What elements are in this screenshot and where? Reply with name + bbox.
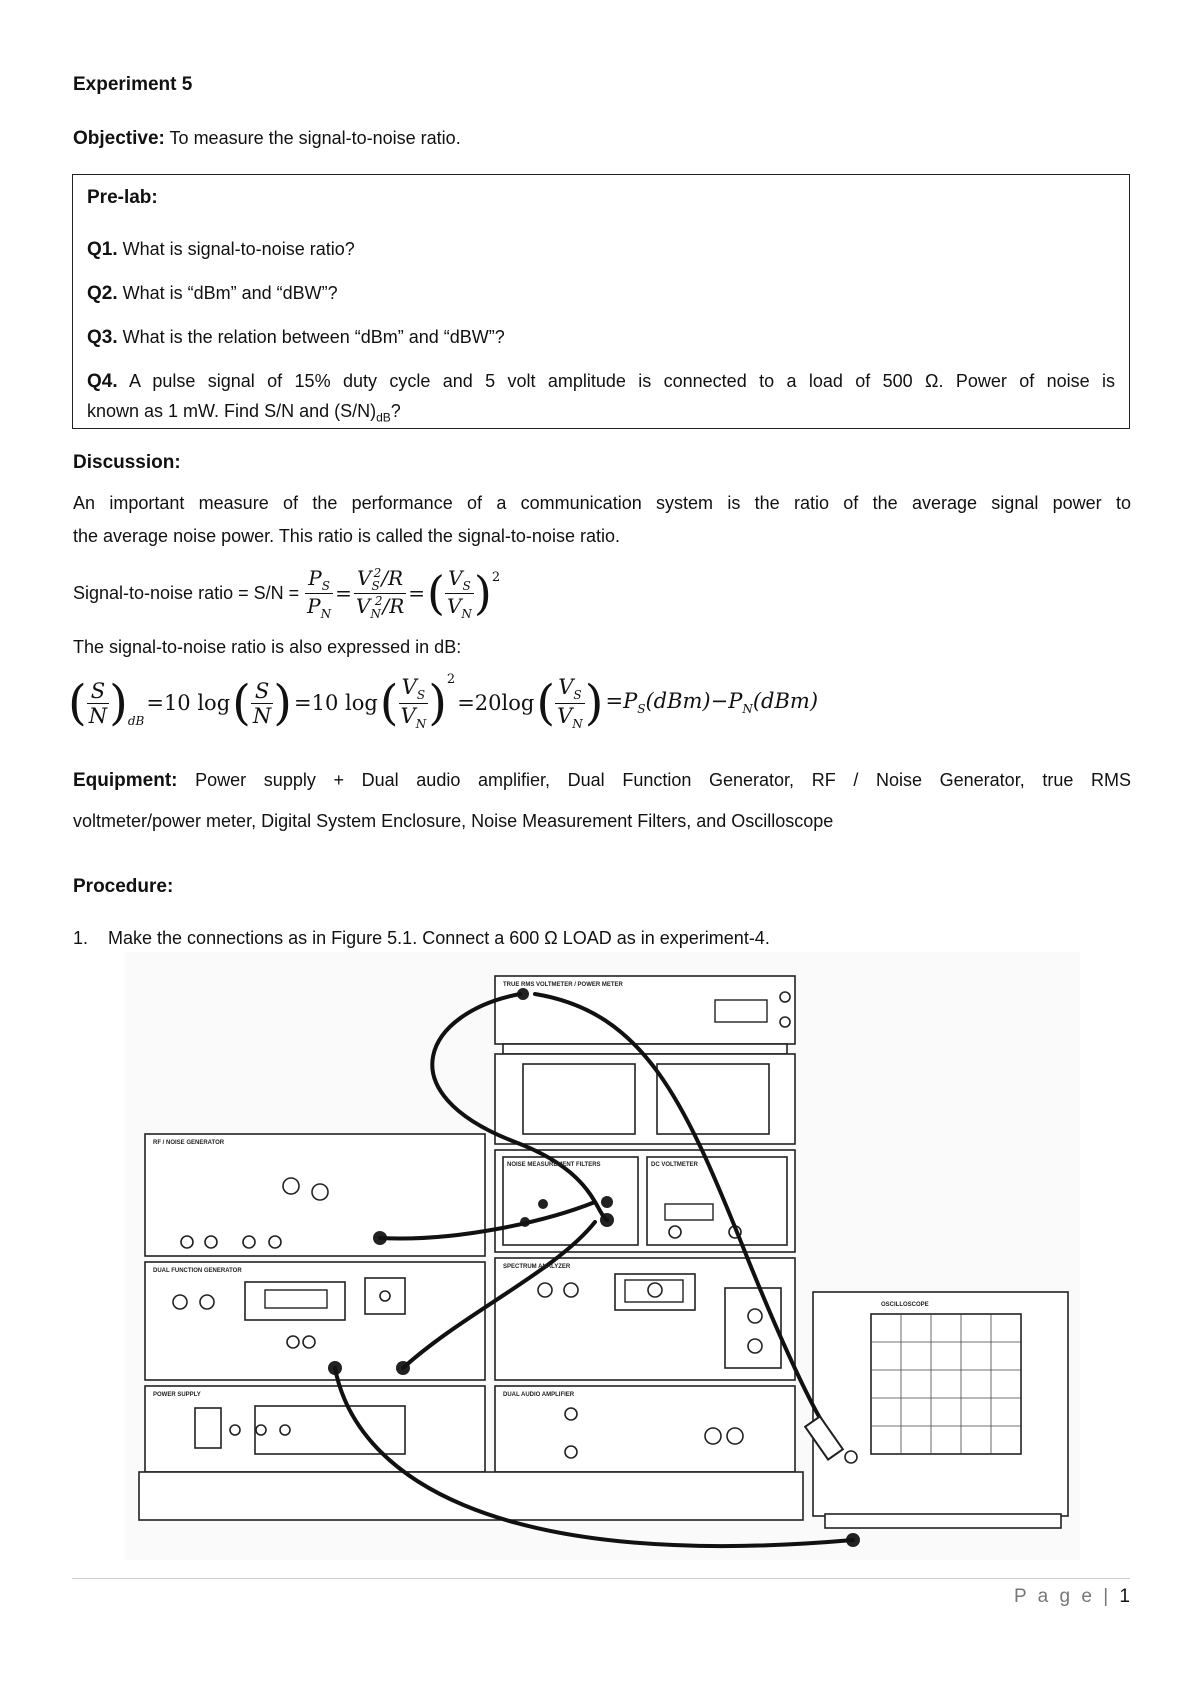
q2-text: What is “dBm” and “dBW”? (117, 283, 338, 303)
q1-text: What is signal-to-noise ratio? (117, 239, 355, 259)
step-1-text: Make the connections as in Figure 5.1. Connect a 600 Ω LOAD as in experiment-4. (108, 928, 770, 948)
prelab-box (72, 174, 1130, 429)
label-scope: OSCILLOSCOPE (881, 1302, 929, 1308)
objective-label: Objective: (73, 128, 165, 149)
objective (73, 128, 461, 150)
equipment-line-2: voltmeter/power meter, Digital System Enclosure, Noise Measurement Filters, and Oscilloscope (73, 811, 834, 831)
q4-text: A pulse signal of 15% duty cycle and 5 volt amplitude is connected to a load of 500 Ω. Power of noise is (117, 371, 1115, 391)
footer-rule (72, 1578, 1130, 1579)
label-spectrum: SPECTRUM ANALYZER (503, 1264, 571, 1270)
figure-5-1-connection-diagram (125, 952, 1080, 1560)
discussion-line-2: the average noise power. This ratio is called the signal-to-noise ratio. (73, 526, 620, 546)
page-num: 1 (1119, 1586, 1130, 1607)
q3-text: What is the relation between “dBm” and “dBW”? (117, 327, 505, 347)
label-rms: TRUE RMS VOLTMETER / POWER METER (503, 982, 623, 988)
label-dual-fg: DUAL FUNCTION GENERATOR (153, 1268, 242, 1274)
dual-function-generator-unit (145, 1262, 485, 1380)
q4-label: Q4. (87, 371, 118, 392)
q4-text2: known as 1 mW. Find S/N and (S/N) (87, 401, 377, 421)
q1-label: Q1. (87, 239, 118, 260)
equipment-label: Equipment: (73, 770, 178, 791)
label-noise-filters: NOISE MEASUREMENT FILTERS (507, 1162, 601, 1168)
q3-label: Q3. (87, 327, 118, 348)
label-power: POWER SUPPLY (153, 1392, 201, 1398)
page-title: Experiment 5 (73, 74, 193, 95)
prelab-question-2 (87, 283, 338, 305)
label-audio: DUAL AUDIO AMPLIFIER (503, 1392, 575, 1398)
q4-end: ? (390, 401, 401, 421)
dual-audio-amplifier-unit (495, 1386, 795, 1472)
snr-db-formula: ( $\frac{S}{N}$ ) $_{dB}$ =10 log ( $\frac{S}{N}$ ) =10 log ( $\frac{V_S}{V_N}$ ) $^2$ =20log ( $\frac{V_S}{V_N}$ ) $=P_S(dBm)-P_N(dBm)$ (68, 672, 819, 731)
label-rf: RF / NOISE GENERATOR (153, 1140, 225, 1146)
prelab-heading: Pre-lab: (87, 187, 158, 208)
prelab-question-4 (87, 371, 1115, 393)
procedure-step-1 (73, 928, 770, 949)
equipment-line-1 (73, 770, 1131, 792)
snr-formula: Signal-to-noise ratio = S/N = $\frac{P_S}{P_N}$ = $\frac{V_S^2/R}{V_N^2/R}$ = ( $\frac{V_S}{V_N}$ ) $^2$ (73, 565, 501, 621)
page-number: P a g e | 1 (1014, 1586, 1130, 1607)
q4-sub: dB (376, 410, 391, 425)
discussion-heading: Discussion: (73, 452, 181, 473)
q2-label: Q2. (87, 283, 118, 304)
step-1-num: 1. (73, 928, 89, 948)
objective-text: To measure the signal-to-noise ratio. (164, 128, 461, 148)
snr-formula-prefix: Signal-to-noise ratio = S/N = (73, 582, 300, 603)
discussion-line-1: An important measure of the performance of a communication system is the ratio of the average signal power to (73, 493, 1131, 513)
prelab-question-4-cont (87, 401, 401, 425)
equipment-text-1: Power supply + Dual audio amplifier, Dual Function Generator, RF / Noise Generator, true RMS (177, 770, 1131, 790)
prelab-question-1 (87, 239, 355, 261)
label-dc-volt: DC VOLTMETER (651, 1162, 698, 1168)
prelab-question-3 (87, 327, 505, 349)
discussion-line-3: The signal-to-noise ratio is also expressed in dB: (73, 637, 462, 657)
procedure-heading: Procedure: (73, 876, 174, 897)
page-label: P a g e (1014, 1586, 1095, 1607)
